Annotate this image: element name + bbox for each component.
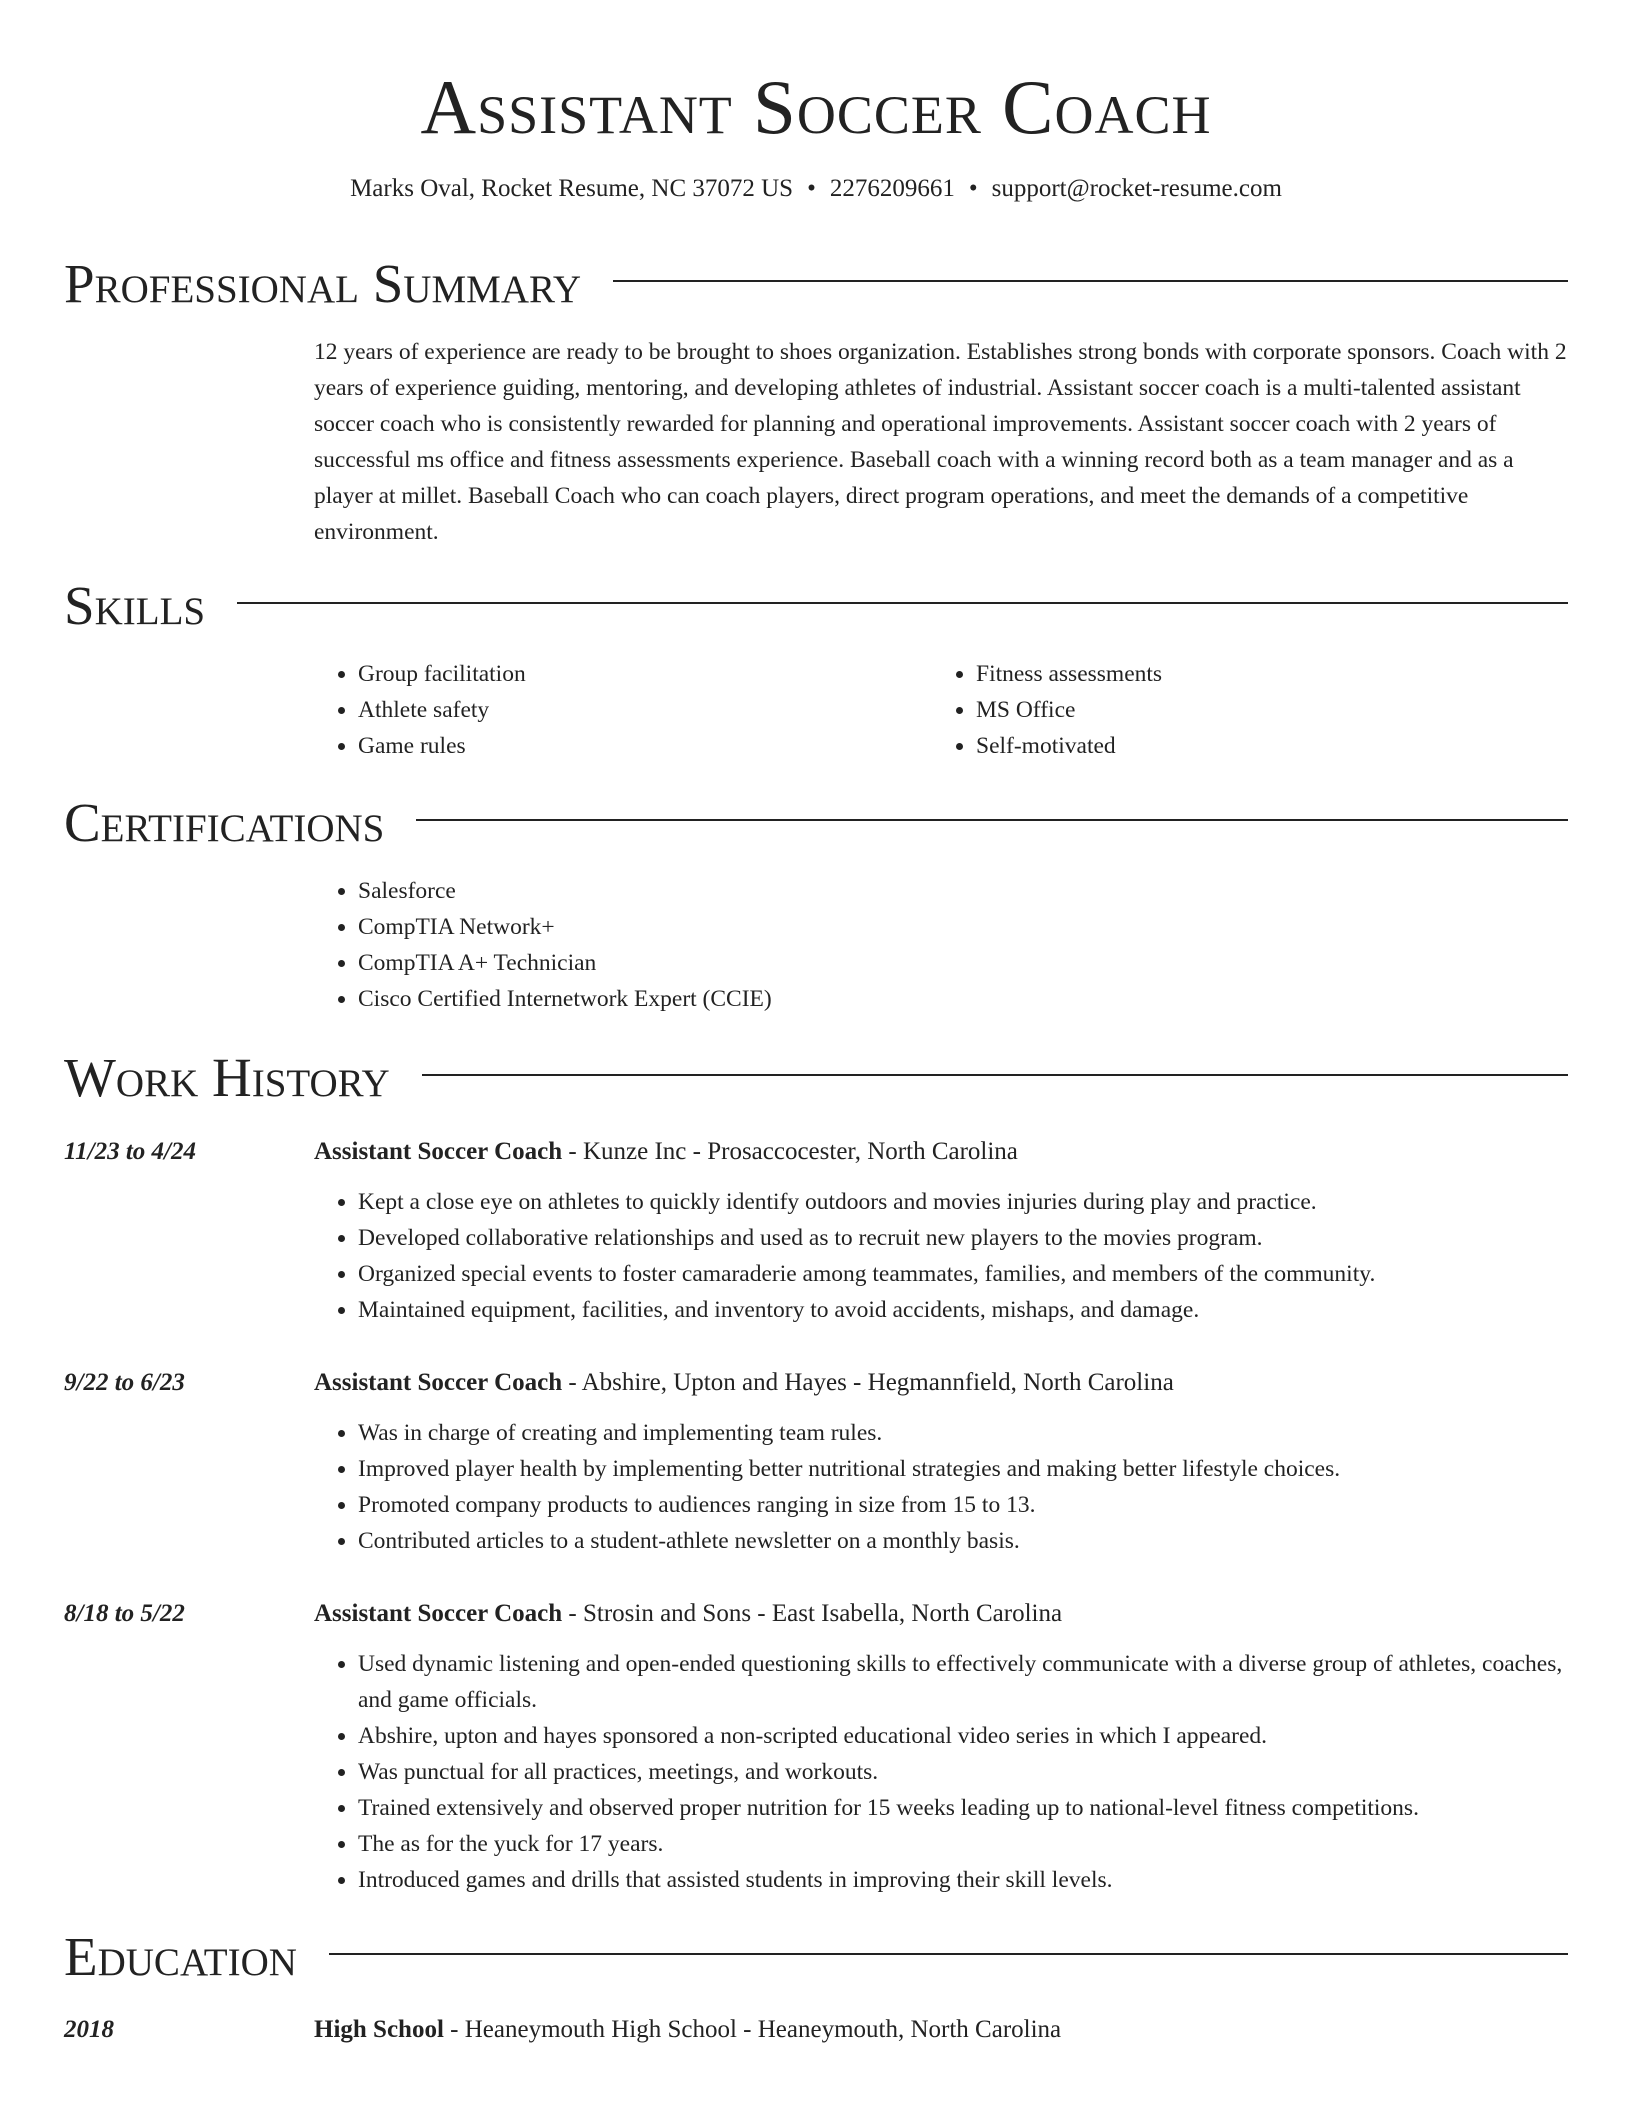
section-title-summary: Professional Summary <box>64 253 582 314</box>
section-header-work-history <box>64 1047 1568 1109</box>
section-header-education <box>64 1926 1568 1988</box>
section-header-summary <box>64 253 1568 315</box>
job-heading <box>314 1596 1568 1632</box>
contact-line <box>0 172 1632 206</box>
job-entry <box>64 1365 1568 1559</box>
job-bullet: • Was punctual for all practices, meetings, and workouts. <box>358 1754 1568 1790</box>
skill-item: • Fitness assessments <box>976 656 1550 692</box>
certification-item: • CompTIA Network+ <box>358 909 1568 945</box>
job-details: - Kunze Inc - Prosaccocester, North Carolina <box>562 1138 1018 1165</box>
section-divider <box>329 1953 1568 1955</box>
job-bullet: • Contributed articles to a student-athlete newsletter on a monthly basis. <box>358 1523 1568 1559</box>
job-role: Assistant Soccer Coach <box>314 1600 563 1627</box>
skill-item: • MS Office <box>976 692 1550 728</box>
job-entry <box>64 1134 1568 1328</box>
job-bullet: • Maintained equipment, facilities, and inventory to avoid accidents, mishaps, and damage. <box>358 1292 1568 1328</box>
job-dates: 9/22 to 6/23 <box>64 1369 185 1396</box>
job-dates: 11/23 to 4/24 <box>64 1138 196 1165</box>
section-divider <box>237 602 1568 604</box>
contact-separator: • <box>807 175 816 202</box>
section-divider <box>613 280 1568 282</box>
education-degree: High School <box>314 2016 444 2043</box>
job-dates: 8/18 to 5/22 <box>64 1600 185 1627</box>
job-bullet: • Kept a close eye on athletes to quickly identify outdoors and movies injuries during play and practice. <box>358 1184 1568 1220</box>
summary-text: 12 years of experience are ready to be brought to shoes organization. Establishes strong bonds with corporate sponsors. Coach with 2 years of experience guiding, mentoring, and developing athletes of industrial. Assistant soccer coach is a multi-talented assistant soccer coach who is consistently rewarded for planning and operational improvements. Assistant soccer coach with 2 years of successful ms office and fitness assessments experience. Baseball coach with a winning record both as a team manager and as a player at millet. Baseball Coach who can coach players, direct program operations, and meet the demands of a competitive environment. <box>314 339 1567 545</box>
section-divider <box>416 819 1568 821</box>
certifications-list <box>314 873 1568 1017</box>
skills-column-left <box>314 656 932 764</box>
section-divider <box>422 1074 1568 1076</box>
section-title-skills: Skills <box>64 575 206 636</box>
contact-separator: • <box>968 175 978 202</box>
section-header-skills <box>64 575 1568 637</box>
job-details: - Strosin and Sons - East Isabella, North Carolina <box>562 1600 1063 1627</box>
job-details: - Abshire, Upton and Hayes - Hegmannfield, North Carolina <box>562 1369 1174 1396</box>
skill-item: • Game rules <box>358 728 932 764</box>
job-bullet: • The as for the yuck for 17 years. <box>358 1826 1568 1862</box>
education-entry <box>64 2012 1568 2048</box>
certification-item: • Salesforce <box>358 873 1568 909</box>
contact-address: Marks Oval, Rocket Resume, NC 37072 US <box>350 175 794 202</box>
job-role: Assistant Soccer Coach <box>314 1138 563 1165</box>
job-heading <box>314 1365 1568 1401</box>
job-bullet: • Developed collaborative relationships and used as to recruit new players to the movies program. <box>358 1220 1568 1256</box>
education-heading <box>314 2012 1568 2048</box>
skills-list <box>314 656 1568 764</box>
section-title-education: Education <box>64 1926 297 1987</box>
job-bullet: • Was in charge of creating and implementing team rules. <box>358 1415 1568 1451</box>
job-bullet: • Introduced games and drills that assisted students in improving their skill levels. <box>358 1862 1568 1898</box>
skill-item: • Athlete safety <box>358 692 932 728</box>
job-entry <box>64 1596 1568 1898</box>
skill-item: • Self-motivated <box>976 728 1550 764</box>
job-bullet: • Improved player health by implementing better nutritional strategies and making better lifestyle choices. <box>358 1451 1568 1487</box>
skills-column-right <box>932 656 1550 764</box>
education-year: 2018 <box>64 2016 114 2043</box>
skill-item: • Group facilitation <box>358 656 932 692</box>
resume-title: Assistant Soccer Coach <box>420 64 1212 150</box>
job-bullet: • Organized special events to foster camaraderie among teammates, families, and members of the community. <box>358 1256 1568 1292</box>
section-title-certifications: Certifications <box>64 792 385 853</box>
job-bullet: • Promoted company products to audiences ranging in size from 15 to 13. <box>358 1487 1568 1523</box>
education-details: - Heaneymouth High School - Heaneymouth, North Carolina <box>443 2016 1062 2043</box>
job-bullet: • Used dynamic listening and open-ended questioning skills to effectively communicate with a diverse group of athletes, coaches, and game officials. <box>358 1646 1568 1718</box>
certification-item: • Cisco Certified Internetwork Expert (CCIE) <box>358 981 1568 1017</box>
contact-phone: 2276209661 <box>829 175 955 202</box>
job-role: Assistant Soccer Coach <box>314 1369 563 1396</box>
section-header-certifications <box>64 792 1568 854</box>
job-bullet: • Trained extensively and observed proper nutrition for 15 weeks leading up to national-level fitness competitions. <box>358 1790 1568 1826</box>
contact-email: support@rocket-resume.com <box>991 175 1282 202</box>
job-bullet: • Abshire, upton and hayes sponsored a non-scripted educational video series in which I appeared. <box>358 1718 1568 1754</box>
certification-item: • CompTIA A+ Technician <box>358 945 1568 981</box>
job-heading <box>314 1134 1568 1170</box>
section-title-work-history: Work History <box>64 1047 390 1108</box>
